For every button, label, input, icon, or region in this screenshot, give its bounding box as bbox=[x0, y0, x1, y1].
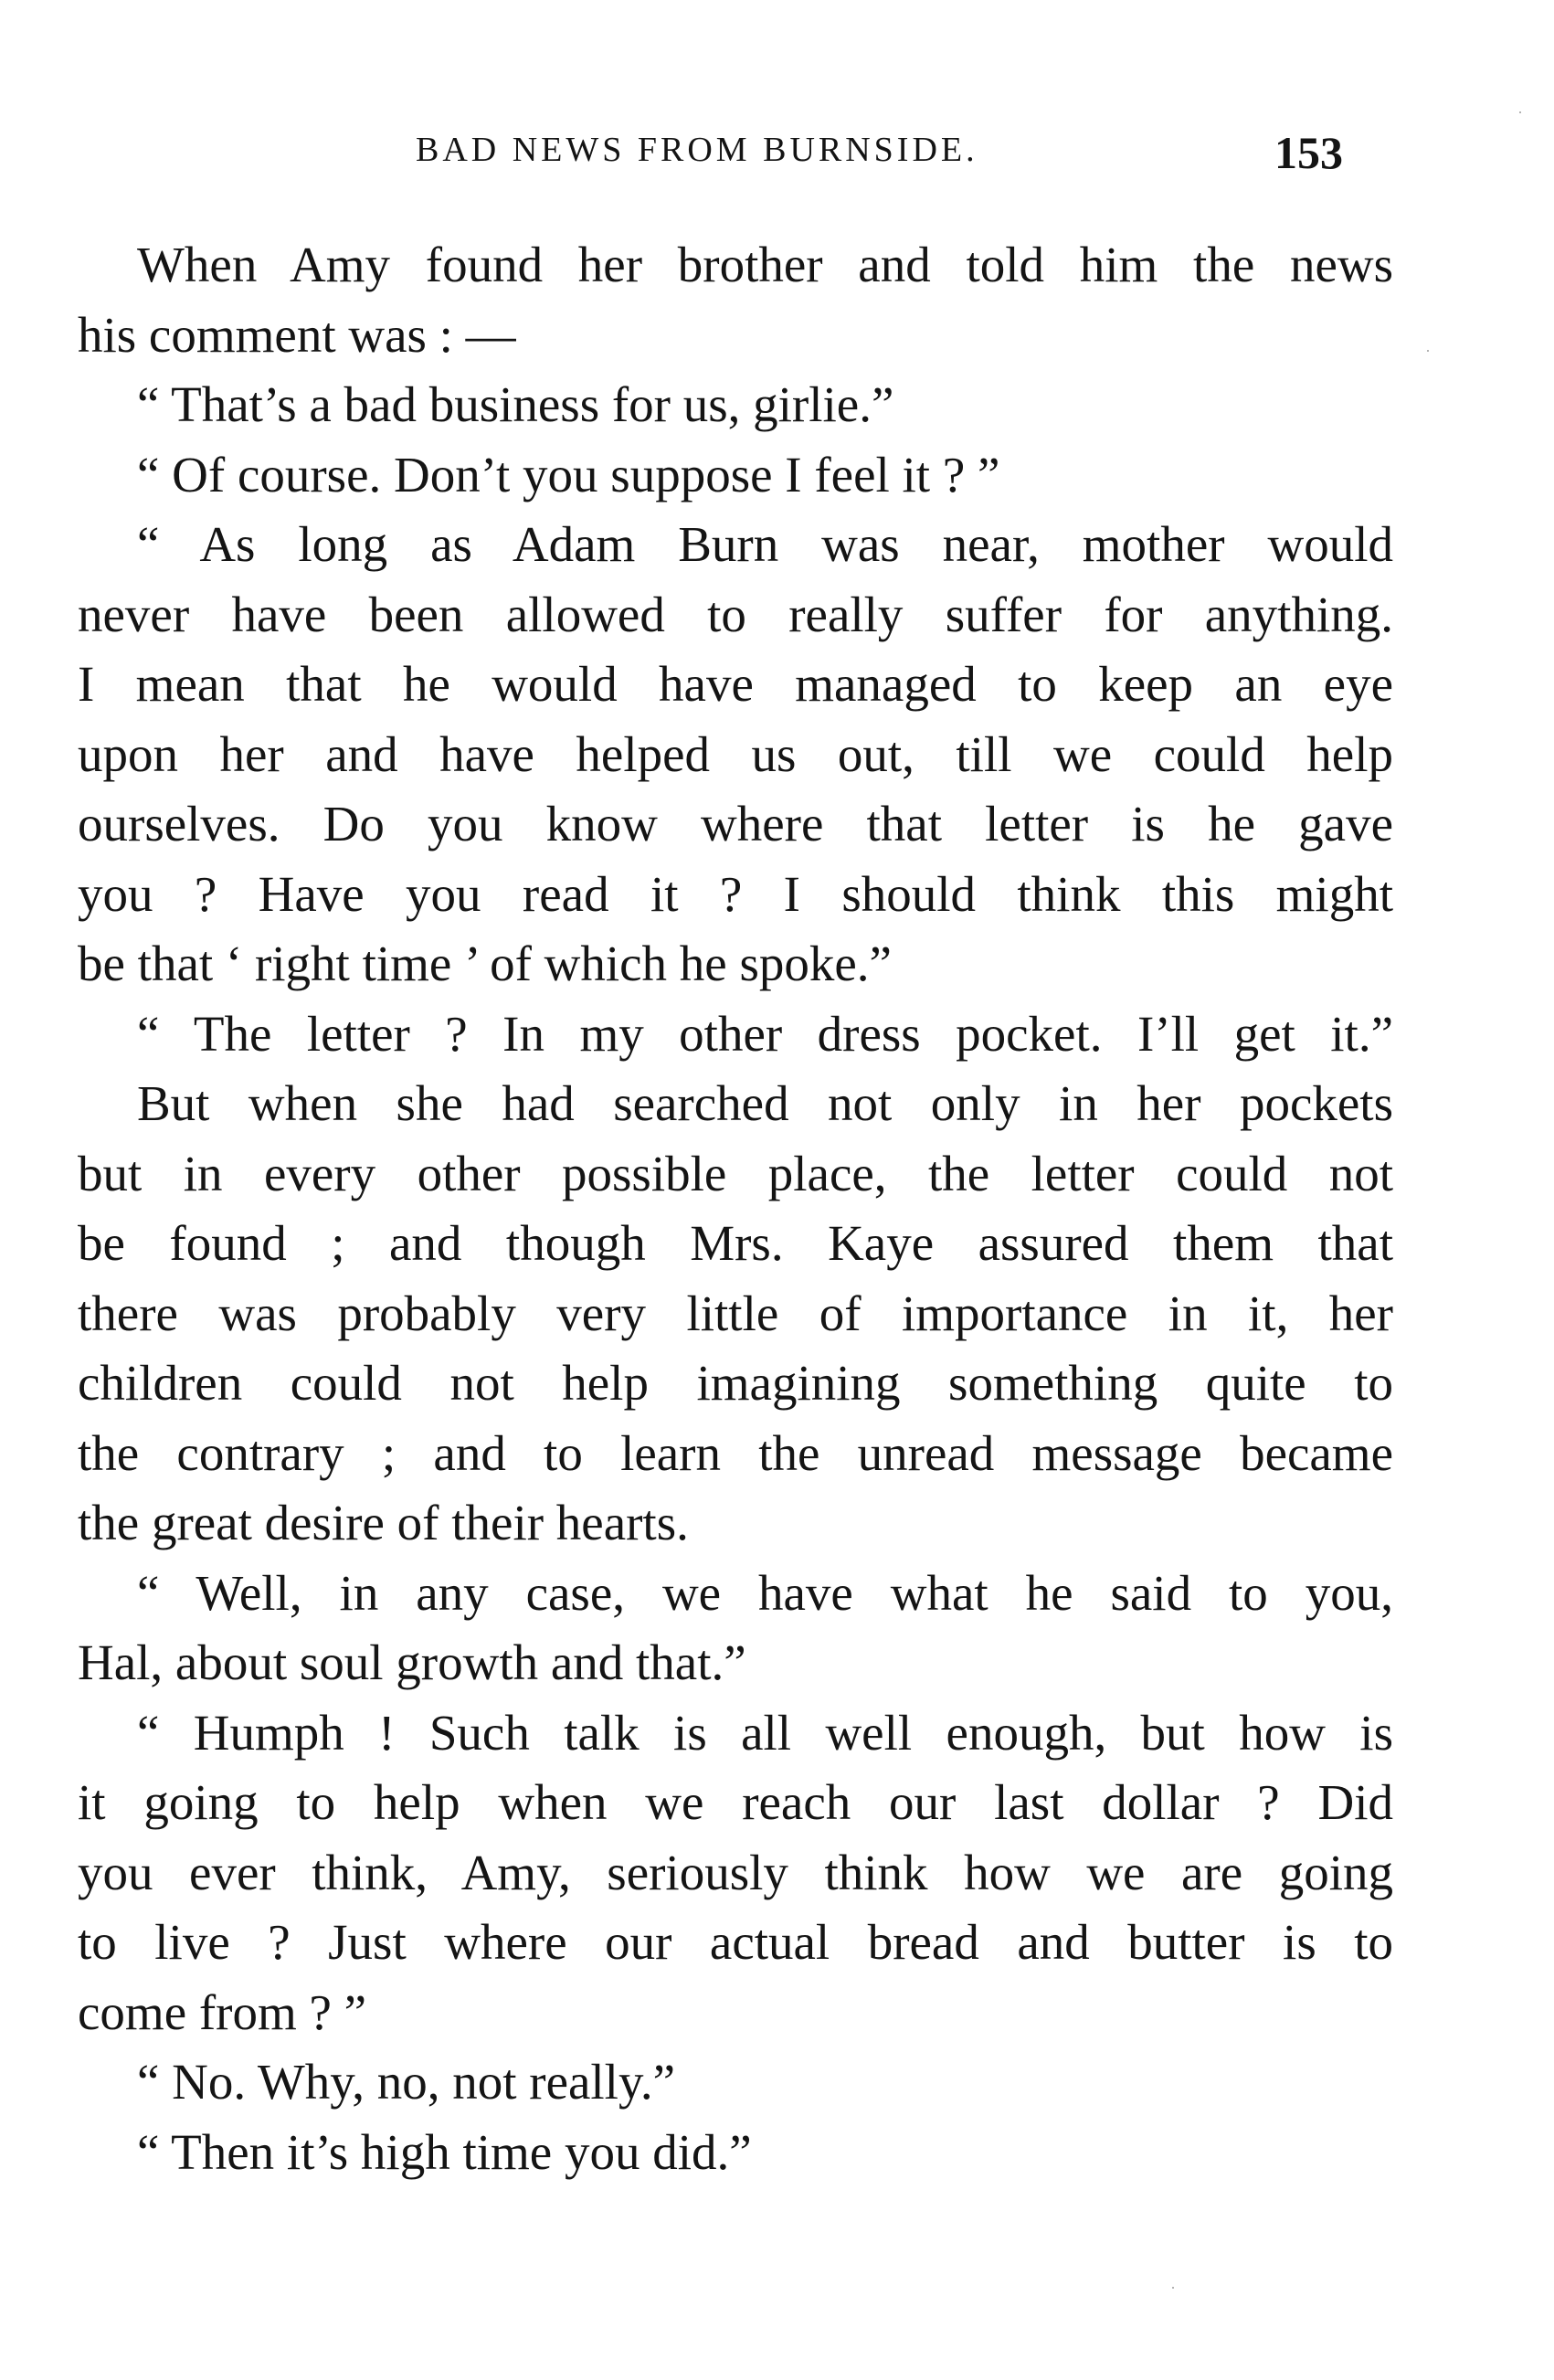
text-line: “ The letter ? In my other dress pocket. I’ll get it.” bbox=[137, 1005, 1393, 1062]
text-line: you ever think, Amy, seriously think how we are going bbox=[78, 1844, 1393, 1900]
text-line: Hal, about soul growth and that.” bbox=[78, 1634, 746, 1690]
scan-speck bbox=[1172, 2287, 1174, 2289]
running-title: BAD NEWS FROM BURNSIDE. bbox=[416, 131, 978, 169]
text-line: his comment was : — bbox=[78, 306, 516, 363]
page-number: 153 bbox=[1274, 127, 1343, 178]
running-head bbox=[0, 126, 1554, 181]
text-line: “ Well, in any case, we have what he said to you, bbox=[137, 1564, 1393, 1621]
text-line: it going to help when we reach our last dollar ? Did bbox=[78, 1774, 1393, 1830]
text-line: to live ? Just where our actual bread and butter is to bbox=[78, 1914, 1393, 1970]
text-line: children could not help imagining something quite to bbox=[78, 1355, 1393, 1411]
text-line: “ Of course. Don’t you suppose I feel it ? ” bbox=[137, 446, 1000, 502]
text-line: upon her and have helped us out, till we could help bbox=[78, 725, 1393, 782]
text-line: “ No. Why, no, not really.” bbox=[137, 2054, 676, 2110]
scan-speck bbox=[1519, 111, 1521, 113]
body-text bbox=[78, 230, 1393, 2187]
text-line: you ? Have you read it ? I should think this might bbox=[78, 865, 1393, 922]
text-line: “ That’s a bad business for us, girlie.” bbox=[137, 376, 894, 432]
text-line: ourselves. Do you know where that letter is he gave bbox=[78, 796, 1393, 852]
text-line: the great desire of their hearts. bbox=[78, 1495, 689, 1550]
scan-speck bbox=[1427, 350, 1429, 352]
text-line: but in every other possible place, the letter could not bbox=[78, 1145, 1393, 1201]
text-line: there was probably very little of importance in it, her bbox=[78, 1285, 1393, 1341]
text-line: “ As long as Adam Burn was near, mother would bbox=[137, 516, 1393, 572]
text-line: be found ; and though Mrs. Kaye assured them that bbox=[78, 1215, 1393, 1271]
text-line: be that ‘ right time ’ of which he spoke.” bbox=[78, 936, 892, 991]
text-line: never have been allowed to really suffer for anything. bbox=[78, 586, 1393, 642]
text-line: “ Then it’s high time you did.” bbox=[137, 2123, 752, 2180]
text-line: “ Humph ! Such talk is all well enough, but how is bbox=[137, 1704, 1393, 1761]
text-line: When Amy found her brother and told him the news bbox=[137, 237, 1393, 292]
text-line: the contrary ; and to learn the unread message became bbox=[78, 1424, 1393, 1481]
text-line: But when she had searched not only in her pockets bbox=[137, 1075, 1393, 1131]
text-line: come from ? ” bbox=[78, 1983, 367, 2040]
text-line: I mean that he would have managed to keep an eye bbox=[78, 656, 1393, 712]
